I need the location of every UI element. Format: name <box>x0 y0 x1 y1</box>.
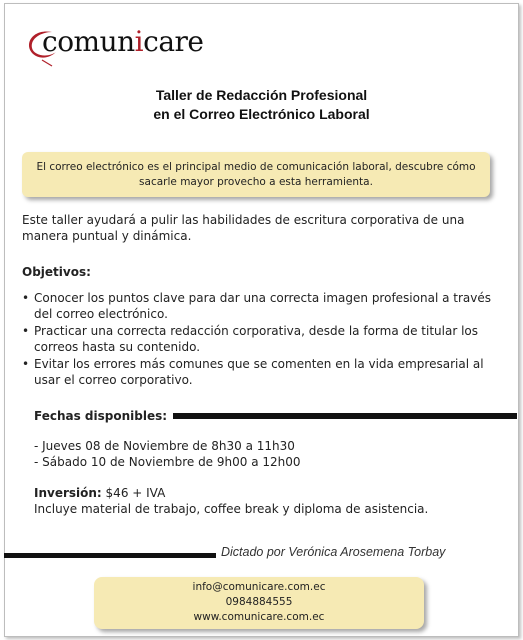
bullet-icon: • <box>22 291 30 305</box>
list-item <box>22 356 492 388</box>
dictado-divider <box>4 553 216 558</box>
contact-email[interactable]: info@comunicare.com.ec <box>192 581 326 593</box>
dates-list <box>34 438 504 470</box>
objective-text: Practicar una correcta redacción corporativa, desde la forma de titular los correos hasta su contenido. <box>34 324 479 354</box>
title-line-2: en el Correo Electrónico Laboral <box>153 106 370 122</box>
highlight-callout <box>22 152 490 197</box>
bullet-icon: • <box>22 357 30 371</box>
list-item <box>22 290 492 322</box>
investment-section <box>34 485 504 517</box>
objective-text: Evitar los errores más comunes que se comenten en la vida empresarial al usar el correo corporativo. <box>34 357 484 387</box>
logo-mun: omun <box>57 25 135 58</box>
objectives-heading: Objetivos: <box>22 265 91 279</box>
investment-includes: Incluye material de trabajo, coffee break y diploma de asistencia. <box>34 502 429 516</box>
logo-care: care <box>143 25 204 58</box>
highlight-text: El correo electrónico es el principal medio de comunicación laboral, descubre cómo sacarle mayor provecho a esta herramienta. <box>36 160 476 188</box>
dates-divider <box>160 413 517 419</box>
investment-label: Inversión: <box>34 486 102 500</box>
objective-text: Conocer los puntos clave para dar una correcta imagen profesional a través del correo electrónico. <box>34 291 491 321</box>
page-title <box>0 86 523 124</box>
bullet-icon: • <box>22 324 30 338</box>
logo-i: i <box>134 25 144 58</box>
objectives-list <box>22 290 492 389</box>
intro-paragraph: Este taller ayudará a pulir las habilidades de escritura corporativa de una manera puntual y dinámica. <box>22 213 465 243</box>
logo-wordmark <box>42 25 203 58</box>
logo-c: c <box>42 25 58 58</box>
investment-price: $46 + IVA <box>101 486 166 500</box>
contact-phone: 0984884555 <box>225 596 293 608</box>
date-item: - Sábado 10 de Noviembre de 9h00 a 12h00 <box>34 455 301 469</box>
date-item: - Jueves 08 de Noviembre de 8h30 a 11h30 <box>34 439 295 453</box>
comunicare-logo <box>22 22 222 70</box>
contact-box <box>94 577 424 629</box>
instructor-credit: Dictado por Verónica Arosemena Torbay <box>221 545 446 559</box>
list-item <box>22 323 492 355</box>
dates-heading: Fechas disponibles: <box>34 409 173 423</box>
contact-website[interactable]: www.comunicare.com.ec <box>193 611 325 623</box>
title-line-1: Taller de Redacción Profesional <box>155 87 368 103</box>
